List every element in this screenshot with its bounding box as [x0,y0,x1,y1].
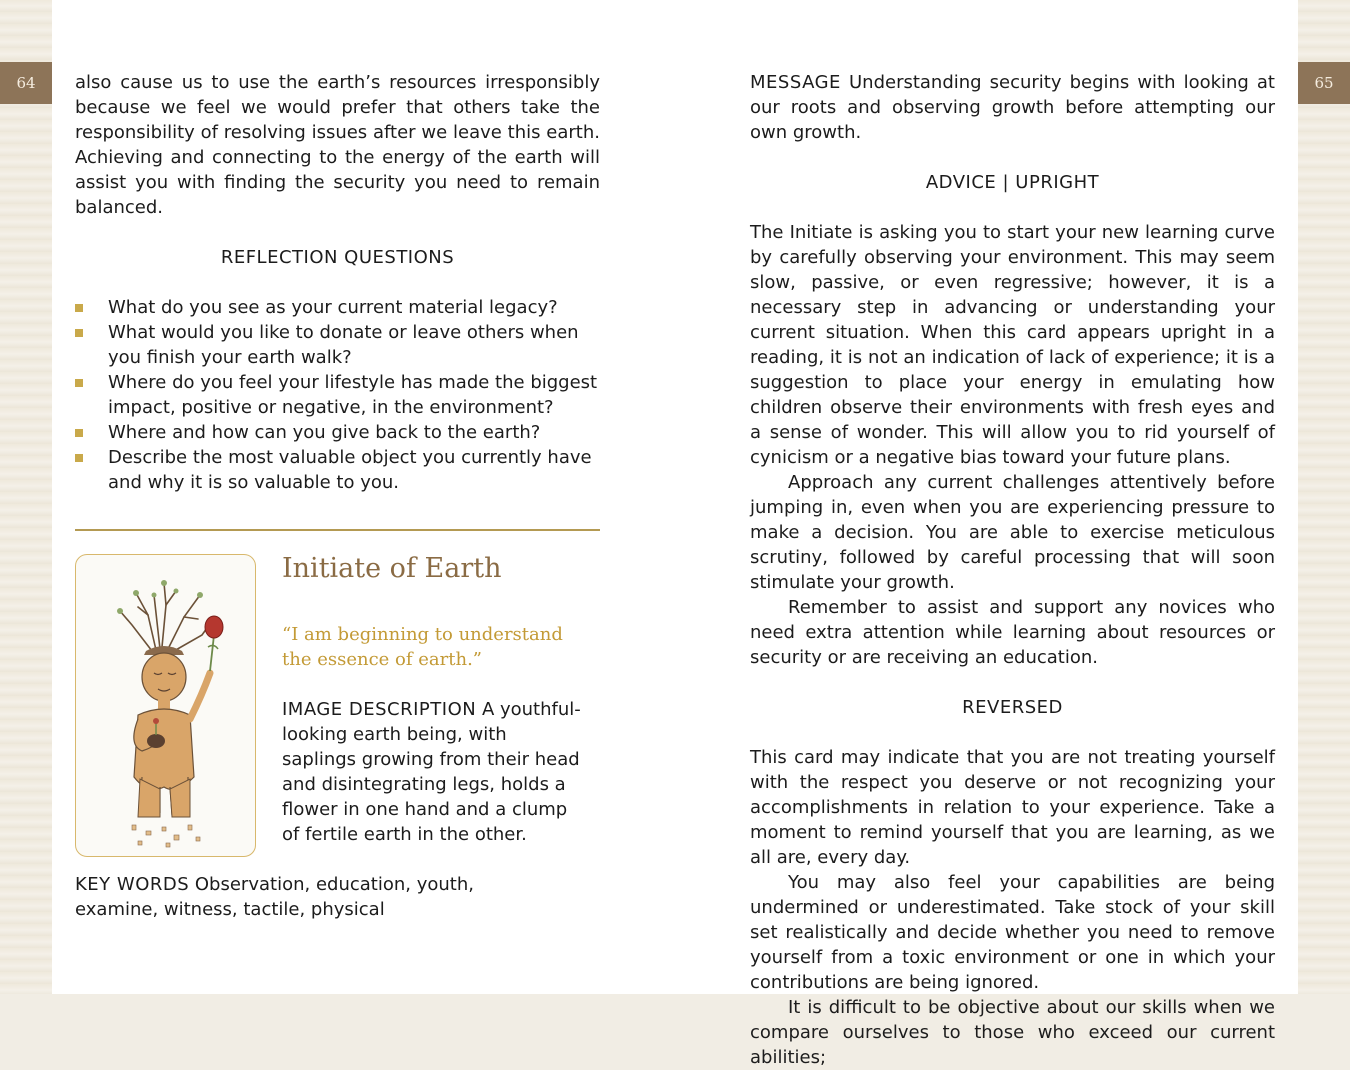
image-description [282,697,582,847]
card-illustration [75,554,256,857]
list-item: What would you like to donate or leave others when you finish your earth walk? [75,320,600,370]
advice-paragraph-1: The Initiate is asking you to start your new learning curve by carefully observing your environment. This may seem slow, passive, or even regressive; however, it is a necessary step in advancing or understanding your current situation. When this card appears upright in a reading, it is not an indication of lack of experience; it is a suggestion to place your energy in emulating how children observe their environments with fresh eyes and a sense of wonder. This will allow you to rid yourself of cynicism or a negative bias toward your future plans. [750,222,1275,468]
bullet-icon [75,429,83,437]
message-text: Understanding security begins with looking at our roots and observing growth before attempting our own growth. [750,72,1275,143]
reversed-paragraph-2: You may also feel your capabilities are being undermined or underestimated. Take stock of your skill set realistically and decide whether you need to remove yourself from a toxic environment or one in which your contributions are being ignored. [750,872,1275,993]
bullet-icon [75,304,83,312]
reflection-heading: REFLECTION QUESTIONS [220,247,455,268]
left-page-edge [0,0,52,994]
bullet-icon [75,379,83,387]
key-words-text: Observation, education, youth, examine, witness, tactile, physical [75,874,474,920]
list-item: Where do you feel your lifestyle has made the biggest impact, positive or negative, in the environment? [75,370,600,420]
section-divider [75,529,600,531]
reflection-questions-list [75,295,600,495]
image-description-text: A youthful-looking earth being, with saplings growing from their head and disintegrating legs, holds a flower in one hand and a clump of fertile earth in the other. [282,699,581,845]
right-page-edge [1298,0,1350,994]
message-paragraph [750,70,1275,145]
left-page [75,70,600,495]
right-page [750,70,1275,1070]
intro-paragraph: also cause us to use the earth’s resources irresponsibly because we feel we would prefer that others take the responsibility of resolving issues after we leave this earth. Achieving and connecting to the energy of the earth will assist you with finding the security you need to remain balanced. [75,72,600,218]
advice-heading: ADVICE | UPRIGHT [925,172,1100,193]
key-words-label: KEY WORDS [75,874,190,895]
advice-paragraph-3: Remember to assist and support any novices who need extra attention while learning about resources or security or are receiving an education. [750,597,1275,668]
reversed-paragraph-3: It is difficult to be objective about our skills when we compare ourselves to those who exceed our current abilities; [750,997,1275,1068]
image-description-label: IMAGE DESCRIPTION [282,699,477,720]
bullet-icon [75,329,83,337]
earth-being-illustration [76,555,255,856]
list-item: Describe the most valuable object you currently have and why it is so valuable to you. [75,445,600,495]
reversed-heading: REVERSED [962,697,1063,718]
list-item: What do you see as your current material legacy? [75,295,600,320]
card-title: Initiate of Earth [282,553,502,584]
key-words [75,872,555,922]
message-label: MESSAGE [750,72,841,93]
reversed-paragraph-1: This card may indicate that you are not treating yourself with the respect you deserve or not recognizing your accomplishments in relation to your experience. Take a moment to remind yourself that you are learning, as we all are, every day. [750,747,1275,868]
page-number-left: 64 [0,62,52,104]
bullet-icon [75,454,83,462]
advice-paragraph-2: Approach any current challenges attentively before jumping in, even when you are experiencing pressure to make a decision. You are able to exercise meticulous scrutiny, followed by careful processing that will soon stimulate your growth. [750,472,1275,593]
page-number-right: 65 [1298,62,1350,104]
card-quote: “I am beginning to understand the essence of earth.” [282,624,563,670]
list-item: Where and how can you give back to the earth? [75,420,600,445]
book-spread [52,0,1298,1068]
